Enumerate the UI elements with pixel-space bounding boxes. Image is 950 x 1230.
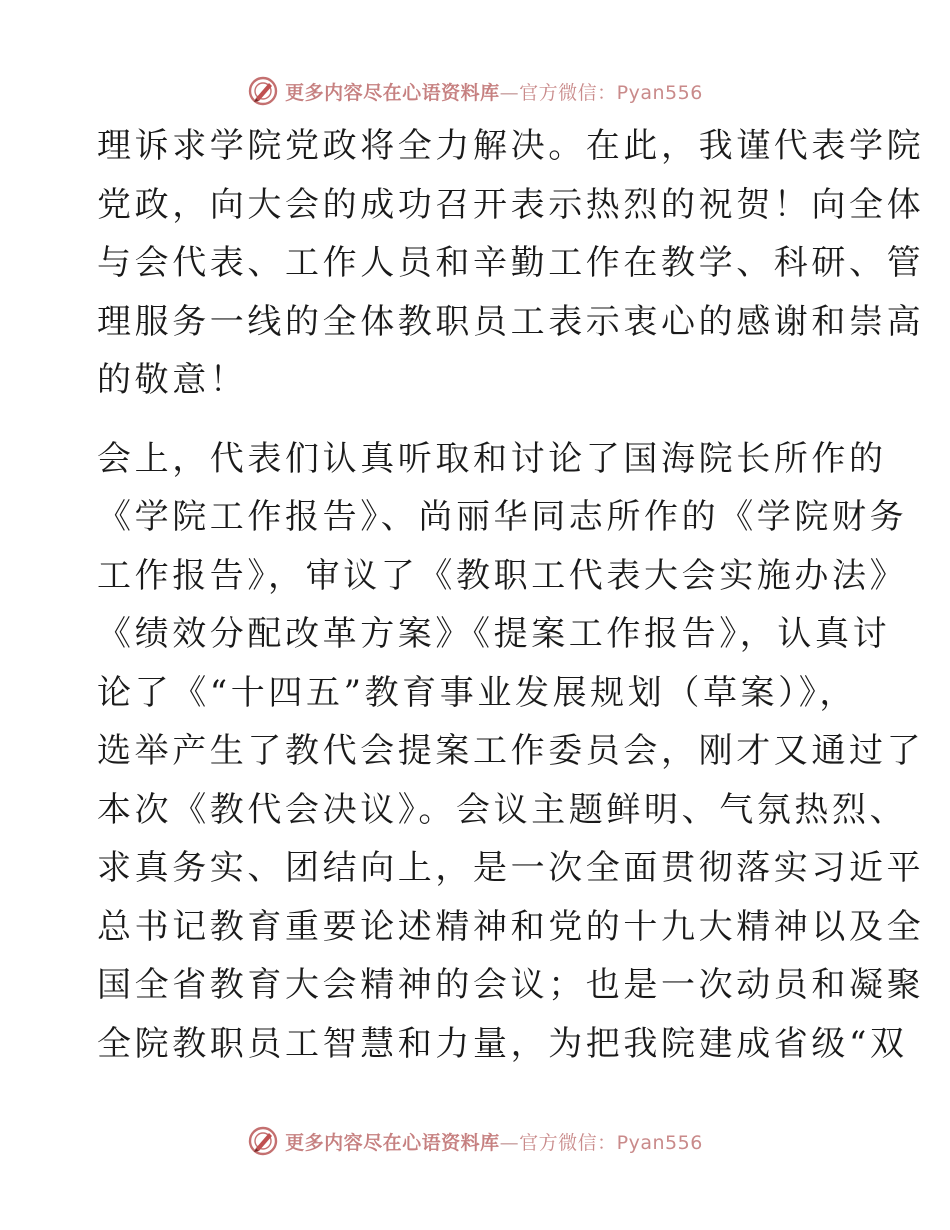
text-line: 党政，向大会的成功召开表示热烈的祝贺！向全体 xyxy=(97,184,925,225)
watermark-text xyxy=(285,1128,703,1155)
text-line: 论了《“十四五”教育事业发展规划（草案）》， xyxy=(97,672,857,713)
footer-watermark xyxy=(0,1124,950,1158)
watermark-separator: — xyxy=(499,81,520,104)
paragraph-gap xyxy=(97,410,857,430)
text-line: 理服务一线的全体教职员工表示衷心的感谢和崇高 xyxy=(97,301,925,342)
document-body xyxy=(97,117,925,1073)
paragraph-1 xyxy=(97,117,925,410)
text-line: 选举产生了教代会提案工作委员会，刚才又通过了 xyxy=(97,731,925,771)
text-line: 《绩效分配改革方案》《提案工作报告》，认真讨 xyxy=(97,614,891,654)
watermark-text xyxy=(285,78,703,105)
text-line: 的敬意！ xyxy=(97,360,248,400)
watermark-contact: 官方微信：Pyan556 xyxy=(519,1131,703,1154)
watermark-main: 更多内容尽在心语资料库 xyxy=(285,81,500,104)
text-line: 总书记教育重要论述精神和党的十九大精神以及全 xyxy=(97,906,925,947)
text-line: 工作报告》，审议了《教职工代表大会实施办法》 xyxy=(97,555,908,596)
paragraph-2 xyxy=(97,430,925,1074)
pen-logo-icon xyxy=(247,1125,279,1157)
text-line: 本次《教代会决议》。会议主题鲜明、气氛热烈、 xyxy=(97,789,908,830)
text-line: 求真务实、团结向上，是一次全面贯彻落实习近平 xyxy=(97,848,925,888)
text-line: 国全省教育大会精神的会议；也是一次动员和凝聚 xyxy=(97,965,925,1005)
watermark-contact: 官方微信：Pyan556 xyxy=(519,81,703,104)
watermark-separator: — xyxy=(499,1131,520,1154)
pen-logo-icon xyxy=(247,75,279,107)
header-watermark xyxy=(0,74,950,108)
text-line: 《学院工作报告》、尚丽华同志所作的《学院财务 xyxy=(97,497,908,537)
text-line: 会上，代表们认真听取和讨论了国海院长所作的 xyxy=(97,438,887,479)
text-line: 与会代表、工作人员和辛勤工作在教学、科研、管 xyxy=(97,243,925,283)
text-line: 理诉求学院党政将全力解决。在此，我谨代表学院 xyxy=(97,126,925,166)
text-line: 全院教职员工智慧和力量，为把我院建成省级“双 xyxy=(97,1023,908,1064)
watermark-main: 更多内容尽在心语资料库 xyxy=(285,1131,500,1154)
